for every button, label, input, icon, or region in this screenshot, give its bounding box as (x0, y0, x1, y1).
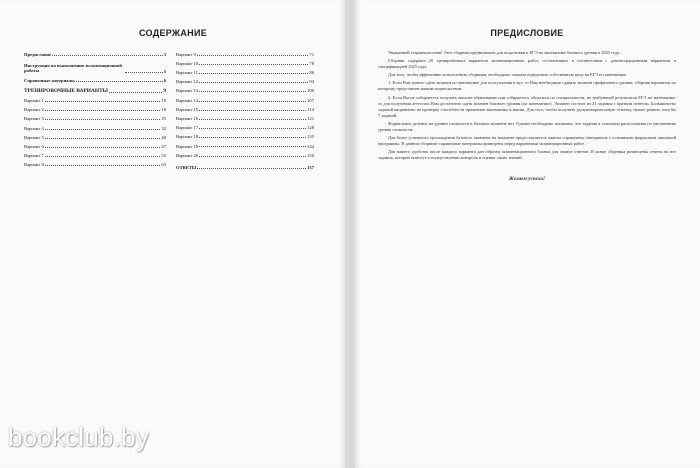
toc-entry-page: 121 (307, 116, 314, 121)
toc-entry (176, 131, 314, 140)
toc-entry-label: ТРЕНИРОВОЧНЫЕ ВАРИАНТЫ (24, 87, 108, 94)
toc-entry-page: 18 (161, 107, 166, 113)
toc-entry-page: 25 (161, 116, 166, 122)
toc-entry-page: 150 (307, 152, 314, 158)
toc-entry-page: 71 (309, 51, 314, 57)
toc-entry-page: 5 (163, 68, 166, 74)
toc-entry (176, 48, 314, 57)
toc-entry (24, 74, 166, 83)
toc-leader-dots (199, 91, 306, 92)
preface-paragraph: Сборник содержит 20 тренировочных вариантов экзаменационных работ, составленных в соответствии с демонстрационным вариантом и спецификацией 2025 года. (378, 58, 676, 70)
toc-entry (176, 112, 314, 121)
toc-entry (24, 140, 166, 149)
toc-entry-page: 40 (161, 134, 166, 140)
preface-closing: Желаем успеха! (508, 175, 546, 182)
toc-column-2 (176, 48, 314, 170)
toc-entry (24, 104, 166, 113)
toc-entry (24, 131, 166, 140)
toc-entry-page: 86 (309, 70, 314, 76)
preface-paragraph: Для того, чтобы эффективно использовать сборники, необходимо сначала определить собственную цель на ЕГЭ по математике. (388, 72, 628, 78)
toc-leader-dots (45, 147, 161, 148)
toc-entry-label: Вариант 12 (176, 79, 199, 85)
preface-paragraph: Для вашего удобства после каждого варианта дан образец экзаменационного бланка для записи ответов. В конце сборника размещены ответы на все задания, которые помогут в осуществлении контроля и оценки своих знаний. (378, 149, 676, 161)
toc-leader-dots (197, 55, 309, 56)
toc-entry-page: 9 (163, 87, 166, 94)
toc-entry-label: Вариант 2 (24, 107, 44, 113)
toc-entry-page: 142 (307, 143, 314, 149)
toc-entry-label: Вариант 18 (176, 134, 199, 140)
toc-leader-dots (45, 119, 161, 120)
toc-entry-label: Вариант 14 (176, 97, 199, 103)
toc-entry (24, 94, 166, 103)
toc-entry-page: 100 (307, 88, 314, 94)
toc-entry-label: Вариант 3 (24, 116, 44, 122)
preface-paragraph: Уважаемый старшеклассник! Этот сборник предназначен для подготовки к ЕГЭ по математике базового уровня в 2025 году. (388, 50, 621, 55)
toc-entry (176, 57, 314, 66)
toc-entry-page: 63 (161, 162, 166, 168)
toc-entry-label: Вариант 17 (176, 125, 199, 131)
toc-leader-dots (197, 168, 306, 169)
toc-entry (24, 150, 166, 159)
toc-entry-page: 93 (309, 79, 314, 85)
toc-leader-dots (76, 81, 163, 82)
toc-entry-label: ОТВЕТЫ (176, 164, 197, 170)
toc-entry-page: 6 (163, 77, 166, 83)
toc-entry-label: Вариант 5 (24, 134, 44, 140)
toc-entry (176, 103, 314, 112)
preface-paragraph: Формальное деление на уровни сложности в базовом экзамене нет. Однако необходимо понимать, что задания в основном расположены по увеличению уровня сложности. (378, 120, 676, 133)
toc-entry (176, 66, 314, 75)
toc-column-1 (24, 48, 166, 168)
toc-entry-page: 135 (307, 134, 314, 140)
toc-entry-label: Вариант 1 (24, 98, 44, 104)
toc-entry (176, 149, 314, 158)
toc-entry-page: 157 (307, 164, 314, 170)
toc-entry (24, 159, 166, 168)
toc-leader-dots (199, 128, 306, 129)
toc-leader-dots (52, 55, 163, 56)
toc-leader-dots (45, 110, 161, 111)
toc-leader-dots (45, 156, 161, 157)
toc-leader-dots (199, 146, 306, 147)
preface-paragraph: 2. Если Вы не собираетесь получать высшее образование или собираетесь обучаться по специальности, не требующей результатов ЕГЭ по математике, то для получения аттестата Вам достаточно сдать экзамен базового уровня (по математике). Экзамен состоит из 21 задания с кратким ответом. Большинство заданий направлено на проверку способности применять математику в жизни. Для того, чтобы получить удовлетворительную отметку, нужно решить хотя бы 7 заданий. (378, 94, 676, 118)
toc-leader-dots (45, 129, 161, 130)
toc-entry-label: Вариант 13 (176, 88, 199, 94)
toc-leader-dots (199, 82, 308, 83)
toc-leader-dots (45, 138, 161, 139)
preface-page (354, 0, 700, 468)
preface-text (378, 50, 676, 184)
toc-entry (24, 48, 166, 57)
toc-entry (24, 57, 166, 74)
toc-entry-label: Инструкция по выполнению экзаменационной работы (24, 62, 122, 74)
toc-leader-dots (125, 72, 163, 73)
toc-entry (176, 85, 314, 94)
toc-entry-label: Предисловие (24, 51, 52, 57)
toc-entry (176, 161, 314, 170)
toc-entry-page: 32 (161, 125, 166, 131)
toc-entry-page: 3 (163, 51, 166, 57)
toc-entry-label: Вариант 20 (176, 152, 199, 158)
toc-entry-label: Вариант 11 (176, 70, 198, 76)
toc-leader-dots (109, 92, 162, 93)
contents-page (0, 0, 346, 468)
toc-entry (24, 113, 166, 122)
toc-entry-label: Вариант 4 (24, 125, 44, 131)
toc-entry (176, 122, 314, 131)
toc-leader-dots (199, 110, 306, 111)
toc-leader-dots (199, 119, 306, 120)
toc-entry-label: Вариант 8 (24, 162, 44, 168)
toc-entry-label: Вариант 16 (176, 116, 199, 121)
preface-paragraph: Для более успешного прохождения базового экзамена на экзамене предоставляется пакеты справочных материалов с основными формулами школьной программы. В данном сборнике справочные материалы приведены перед вариантами экзаменационных работ. (378, 135, 676, 147)
toc-entry-label: Вариант 6 (24, 144, 44, 149)
toc-leader-dots (199, 101, 306, 102)
toc-entry-page: 47 (161, 144, 166, 149)
toc-entry-label: Справочные материалы (24, 77, 75, 83)
preface-title: ПРЕДИСЛОВИЕ (490, 28, 564, 38)
toc-entry-page: 78 (309, 60, 314, 66)
toc-entry-label: Вариант 9 (176, 51, 196, 57)
toc-leader-dots (199, 137, 306, 138)
toc-entry-page: 128 (307, 125, 314, 131)
book-gutter (346, 0, 354, 468)
toc-leader-dots (45, 101, 161, 102)
toc-entry-label: Вариант 15 (176, 106, 199, 112)
toc-leader-dots (45, 165, 161, 166)
toc-entry (176, 140, 314, 149)
toc-leader-dots (199, 64, 308, 65)
watermark-logo: bookclub.by (8, 422, 149, 452)
toc-entry-label: Вариант 7 (24, 153, 44, 159)
toc-entry (176, 94, 314, 103)
contents-title: СОДЕРЖАНИЕ (138, 28, 208, 38)
toc-leader-dots (199, 156, 306, 157)
toc-entry (24, 122, 166, 131)
preface-paragraph: 1. Если Вам нужно сдать экзамен по математике для поступления в вуз, то Вам необходимо сдавать экзамен профильного уровня; сборник вариантов по которому представлен нашим издательством. (378, 80, 676, 92)
toc-entry-page: 114 (307, 106, 314, 112)
toc-entry-page: 107 (307, 97, 314, 103)
toc-entry-page: 10 (161, 98, 166, 104)
toc-entry-page: 55 (161, 153, 166, 159)
toc-entry-label: Вариант 19 (176, 143, 199, 149)
toc-entry-label: Вариант 10 (176, 60, 199, 66)
toc-entry (176, 76, 314, 85)
toc-leader-dots (199, 73, 308, 74)
toc-entry (24, 83, 166, 94)
